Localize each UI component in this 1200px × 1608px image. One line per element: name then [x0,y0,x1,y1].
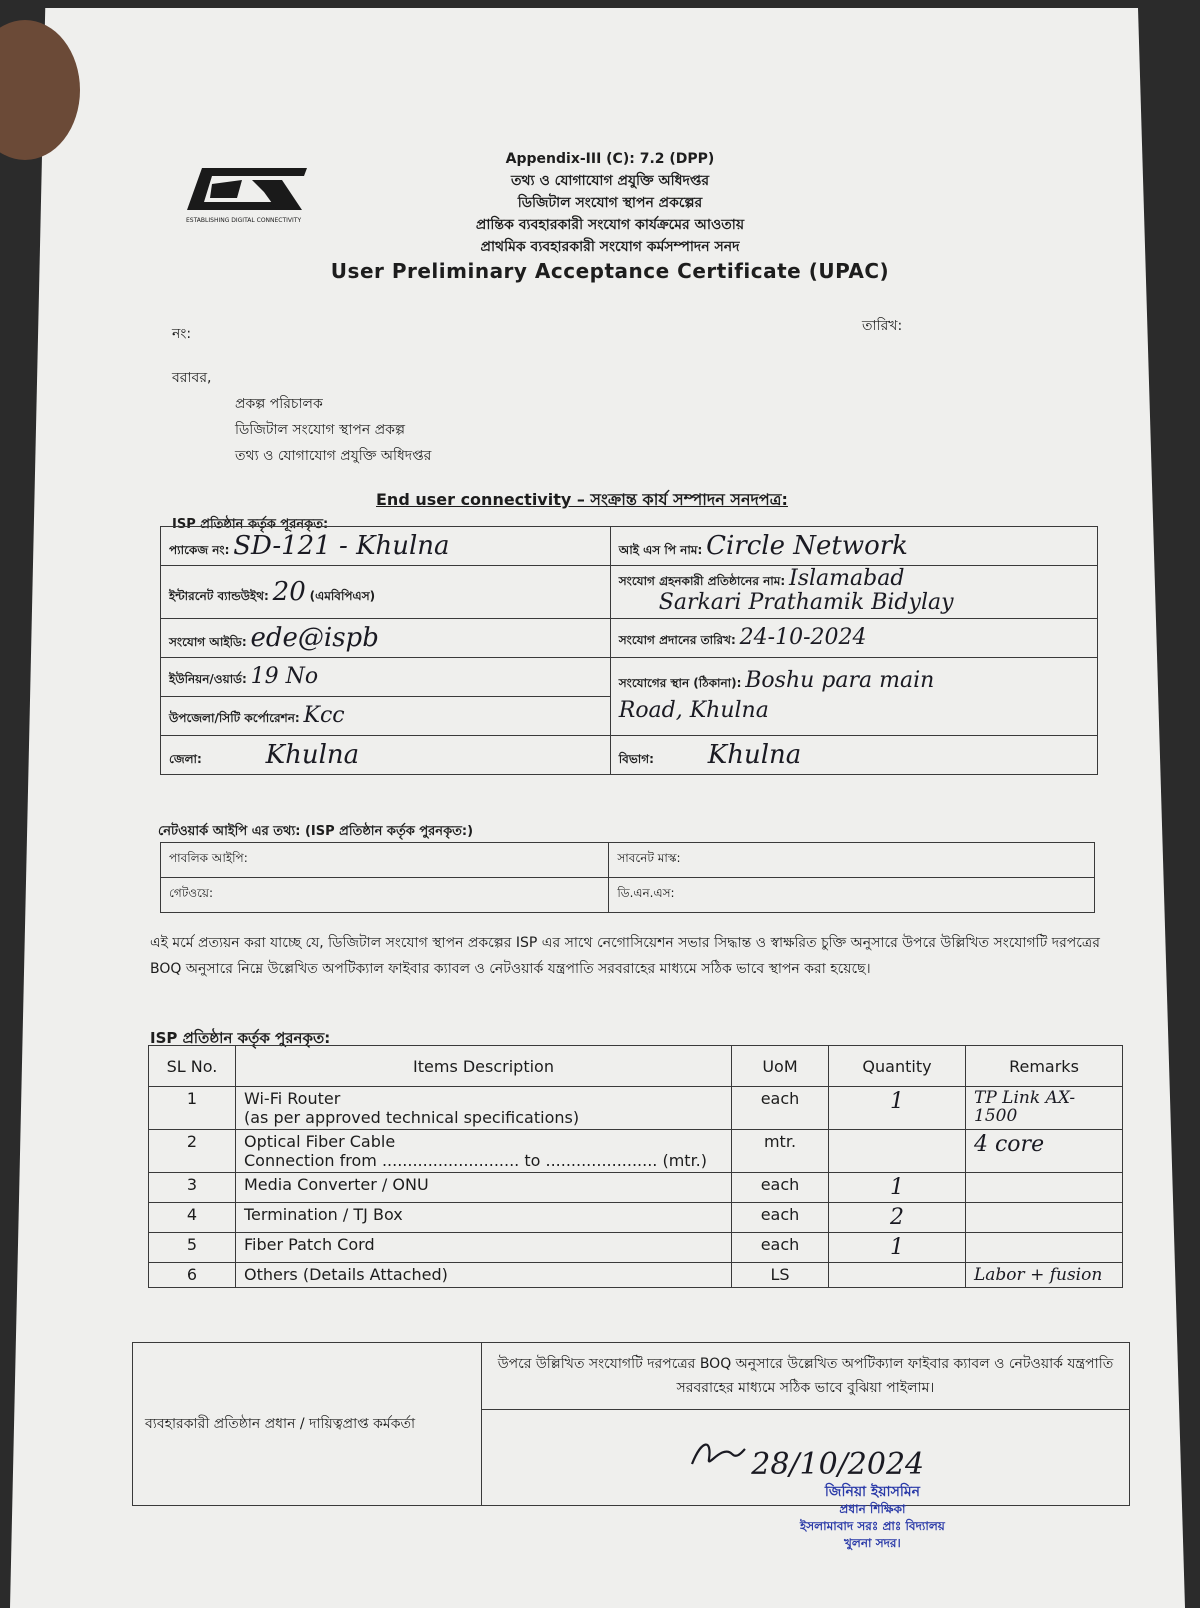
row-sl: 1 [149,1087,236,1130]
ref-date-label: তারিখ: [862,318,903,334]
header-line-1: তথ্য ও যোগাযোগ প্রযুক্তি অধিদপ্তর [510,173,710,189]
appendix-ref: Appendix-III (C): 7.2 (DPP) [505,151,715,167]
stamp-title: প্রধান শিক্ষিকা [839,1502,906,1516]
col-uom: UoM [732,1046,829,1087]
table-row [149,1130,1123,1173]
package-label: প্যাকেজ নং: [169,542,230,557]
row-uom: each [732,1233,829,1263]
location-label: সংযোগের স্থান (ঠিকানা): [618,675,742,690]
stamp-name: জিনিয়া ইয়াসমিন [824,1484,920,1500]
bandwidth-unit: (এমবিপিএস) [309,588,376,603]
official-stamp [800,1484,945,1552]
table-row [149,1203,1123,1233]
upazila-label: উপজেলা/সিটি কর্পোরেশন: [169,710,300,725]
row-desc: Termination / TJ Box [236,1203,732,1233]
isp-name-label: আই এস পি নাম: [618,542,703,557]
stamp-place: খুলনা সদর। [844,1536,901,1550]
row-sl: 5 [149,1233,236,1263]
row-qty [829,1263,966,1288]
division-label: বিভাগ: [618,751,654,766]
union-label: ইউনিয়ন/ওয়ার্ড: [169,671,247,686]
row-qty [829,1130,966,1173]
row-remarks [966,1203,1123,1233]
stamp-school: ইসলামাবাদ সরঃ প্রাঃ বিদ্যালয় [800,1519,945,1533]
col-sl: SL No. [149,1046,236,1087]
row-remarks [966,1173,1123,1203]
gateway-label: গেটওয়ে: [161,878,609,913]
table-row [149,1087,1123,1130]
row-remarks: 4 core [966,1130,1123,1173]
bandwidth-value: 20 [272,576,306,607]
row-qty: 1 [829,1087,966,1130]
row-qty: 2 [829,1203,966,1233]
dns-label: ডি.এন.এস: [609,878,1095,913]
row-remarks: TP Link AX-1500 [966,1087,1123,1130]
row-uom: each [732,1203,829,1233]
row-qty: 1 [829,1173,966,1203]
row-remarks: Labor + fusion [966,1263,1123,1288]
upazila-value: Kcc [303,702,345,728]
items-table [148,1045,1123,1288]
col-remarks: Remarks [966,1046,1123,1087]
items-header-row [149,1046,1123,1087]
network-heading: নেটওয়ার্ক আইপি এর তথ্য: (ISP প্রতিষ্ঠান কর্তৃক পুরনকৃত:) [158,824,474,839]
table-row [149,1173,1123,1203]
table-row [149,1233,1123,1263]
package-value: SD-121 - Khulna [233,530,450,561]
recipient-label: সংযোগ গ্রহনকারী প্রতিষ্ঠানের নাম: [618,574,786,588]
ref-no-label: নং: [172,326,192,342]
row-desc: Media Converter / ONU [236,1173,732,1203]
acknowledgement-table [132,1342,1130,1506]
subnet-label: সাবনেট মাস্ক: [609,843,1095,878]
address-line-1: প্রকল্প পরিচালক [235,396,323,412]
row-desc: Optical Fiber Cable [244,1132,396,1151]
isp-info-table [160,526,1098,775]
edc-logo [182,158,312,228]
row-sl: 2 [149,1130,236,1173]
subject-line: End user connectivity – সংক্রান্ত কার্য সম্পাদন সনদপত্র: [376,490,788,509]
header-line-3: প্রান্তিক ব্যবহারকারী সংযোগ কার্যক্রমের আওতায় [475,217,745,233]
col-qty: Quantity [829,1046,966,1087]
signature-mark [687,1434,747,1474]
document-title: User Preliminary Acceptance Certificate (UPAC) [330,259,890,283]
location-value-2: Road, Khulna [618,697,769,723]
location-value-1: Boshu para main [745,667,935,693]
conn-id-label: সংযোগ আইডি: [169,634,247,649]
conn-date-value: 24-10-2024 [739,624,867,650]
address-to: বরাবর, [172,370,212,386]
bandwidth-label: ইন্টারনেট ব্যান্ডউইথ: [169,588,269,603]
header-line-4: প্রাথমিক ব্যবহারকারী সংযোগ কর্মসম্পাদন সনদ [480,239,740,255]
row-desc: Fiber Patch Cord [236,1233,732,1263]
district-label: জেলা: [169,751,202,766]
svg-text:ESTABLISHING DIGITAL CONNECTIV: ESTABLISHING DIGITAL CONNECTIVITY [186,217,302,224]
acknowledger-label: ব্যবহারকারী প্রতিষ্ঠান প্রধান / দায়িত্বপ্রাপ্ত কর্মকর্তা [133,1343,482,1506]
conn-id-value: ede@ispb [250,622,379,653]
row-desc-sub: Connection from ........................... to ...................... (mtr.) [244,1151,708,1170]
address-line-2: ডিজিটাল সংযোগ স্থাপন প্রকল্প [235,422,405,438]
recipient-value-1: Islamabad [789,566,905,591]
document-header [300,148,920,282]
row-desc-sub: (as per approved technical specifications) [244,1108,580,1127]
row-desc: Wi-Fi Router [244,1089,341,1108]
row-sl: 3 [149,1173,236,1203]
isp-section-heading: ISP প্রতিষ্ঠান কর্তৃক পূরনকৃত: [172,517,329,532]
table-row [149,1263,1123,1288]
items-heading: ISP প্রতিষ্ঠান কর্তৃক পুরনকৃত: [150,1029,331,1047]
isp-name-value: Circle Network [706,530,908,561]
row-uom: each [732,1173,829,1203]
recipient-value-2: Sarkari Prathamik Bidylay [658,590,954,615]
division-value: Khulna [707,739,802,770]
row-uom: LS [732,1263,829,1288]
col-desc: Items Description [236,1046,732,1087]
acknowledgement-statement: উপরে উল্লিখিত সংযোগটি দরপত্রের BOQ অনুসারে উল্লেখিত অপটিক্যাল ফাইবার ক্যাবল ও নেটওয়ার্ক যন্ত্রপাতি সরবরাহের মাধ্যমে সঠিক ভাবে বুঝিয়া পাইলাম। [481,1343,1129,1410]
row-qty: 1 [829,1233,966,1263]
union-value: 19 No [250,663,319,689]
row-remarks [966,1233,1123,1263]
row-sl: 4 [149,1203,236,1233]
conn-date-label: সংযোগ প্রদানের তারিখ: [618,632,736,647]
address-line-3: তথ্য ও যোগাযোগ প্রযুক্তি অধিদপ্তর [235,448,432,464]
network-table [160,842,1095,913]
row-uom: mtr. [732,1130,829,1173]
district-value: Khulna [265,739,360,770]
declaration-paragraph: এই মর্মে প্রত্যয়ন করা যাচ্ছে যে, ডিজিটাল সংযোগ স্থাপন প্রকল্পের ISP এর সাথে নেগোসিয়েশন সভার সিদ্ধান্ত ও স্বাক্ষরিত চুক্তি অনুসারে উপরে উল্লিখিত সংযোগটি দরপত্রের BOQ অনুসারে নিম্নে উল্লেখিত অপটিক্যাল ফাইবার ক্যাবল ও নেটওয়ার্ক যন্ত্রপাতি সরবরাহের মাধ্যমে সঠিক ভাবে স্থাপন করা হয়েছে। [150,935,1100,977]
public-ip-label: পাবলিক আইপি: [161,843,609,878]
header-line-2: ডিজিটাল সংযোগ স্থাপন প্রকল্পের [517,195,703,211]
signed-date: 28/10/2024 [751,1446,925,1482]
row-uom: each [732,1087,829,1130]
row-sl: 6 [149,1263,236,1288]
row-desc: Others (Details Attached) [236,1263,732,1288]
